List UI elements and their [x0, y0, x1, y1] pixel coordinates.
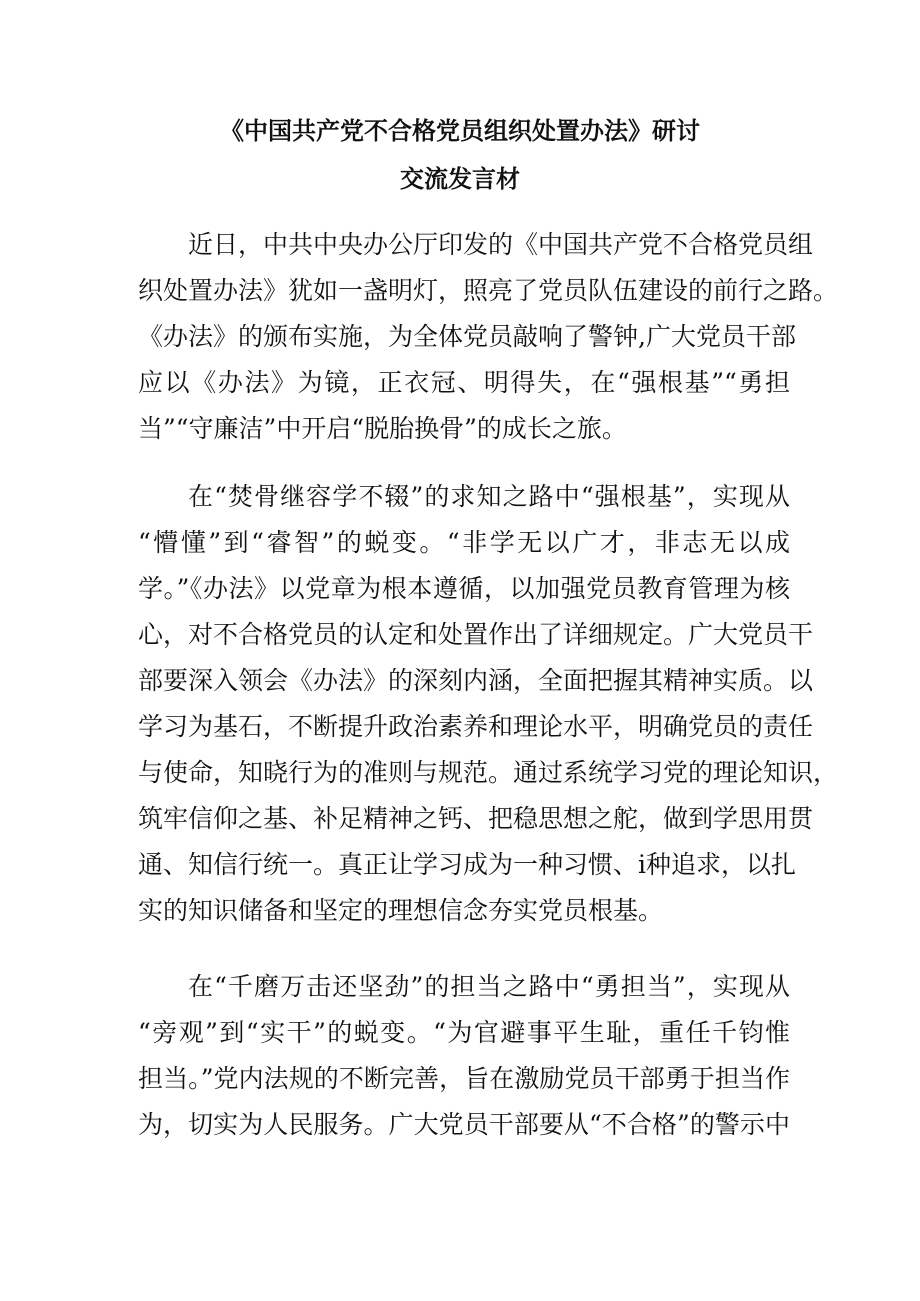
paragraph-3: [138, 964, 790, 1148]
paragraph-line: “旁观”到“实干”的蜕变。“为官避事平生耻，重任千钧惟: [138, 1018, 790, 1047]
paragraph-line: 学。”《办法》以党章为根本遵循，以加强党员教育管理为核: [138, 574, 790, 603]
paragraph-line: 为，切实为人民服务。广大党员干部要从“不合格”的警示中: [138, 1110, 790, 1139]
paragraph-2: [138, 474, 839, 934]
paragraph-line: 在“千磨万击还坚劲”的担当之路中“勇担当”，实现从: [188, 972, 790, 1001]
paragraph-line: 实的知识储备和坚定的理想信念夯实党员根基。: [138, 896, 664, 925]
paragraph-1: [138, 222, 839, 452]
paragraph-line: 学习为基石，不断提升政治素养和理论水平，明确党员的责任: [138, 712, 814, 741]
document-title: 《中国共产党不合格党员组织处置办法》研讨: [220, 117, 700, 145]
paragraph-line: 《办法》的颁布实施，为全体党员敲响了警钟,广大党员干部: [138, 322, 796, 351]
paragraph-line: “懵懂”到“睿智”的蜕变。“非学无以广才，非志无以成: [138, 528, 790, 557]
paragraph-line: 在“焚骨继容学不辍”的求知之路中“强根基”，实现从: [188, 482, 790, 511]
paragraph-line: 心，对不合格党员的认定和处置作出了详细规定。广大党员干: [138, 620, 814, 649]
paragraph-line: 与使命，知晓行为的准则与规范。通过系统学习党的理论知识，: [138, 758, 839, 787]
paragraph-line: 当”“守廉洁”中开启“脱胎换骨”的成长之旅。: [138, 414, 627, 443]
paragraph-line: 部要深入领会《办法》的深刻内涵，全面把握其精神实质。以: [138, 666, 814, 695]
paragraph-line: 织处置办法》犹如一盏明灯，照亮了党员队伍建设的前行之路。: [138, 276, 839, 305]
document-subtitle: 交流发言材: [400, 165, 520, 193]
paragraph-line: 通、知信行统一。真正让学习成为一种习惯、i种追求，以扎: [138, 850, 796, 879]
paragraph-line: 担当。”党内法规的不断完善，旨在激励党员干部勇于担当作: [138, 1064, 790, 1093]
paragraph-line: 应以《办法》为镜，正衣冠、明得失，在“强根基”“勇担: [138, 368, 790, 397]
paragraph-line: 近日，中共中央办公厅印发的《中国共产党不合格党员组: [188, 230, 814, 259]
paragraph-line: 筑牢信仰之基、补足精神之钙、把稳思想之舵，做到学思用贯: [138, 804, 814, 833]
